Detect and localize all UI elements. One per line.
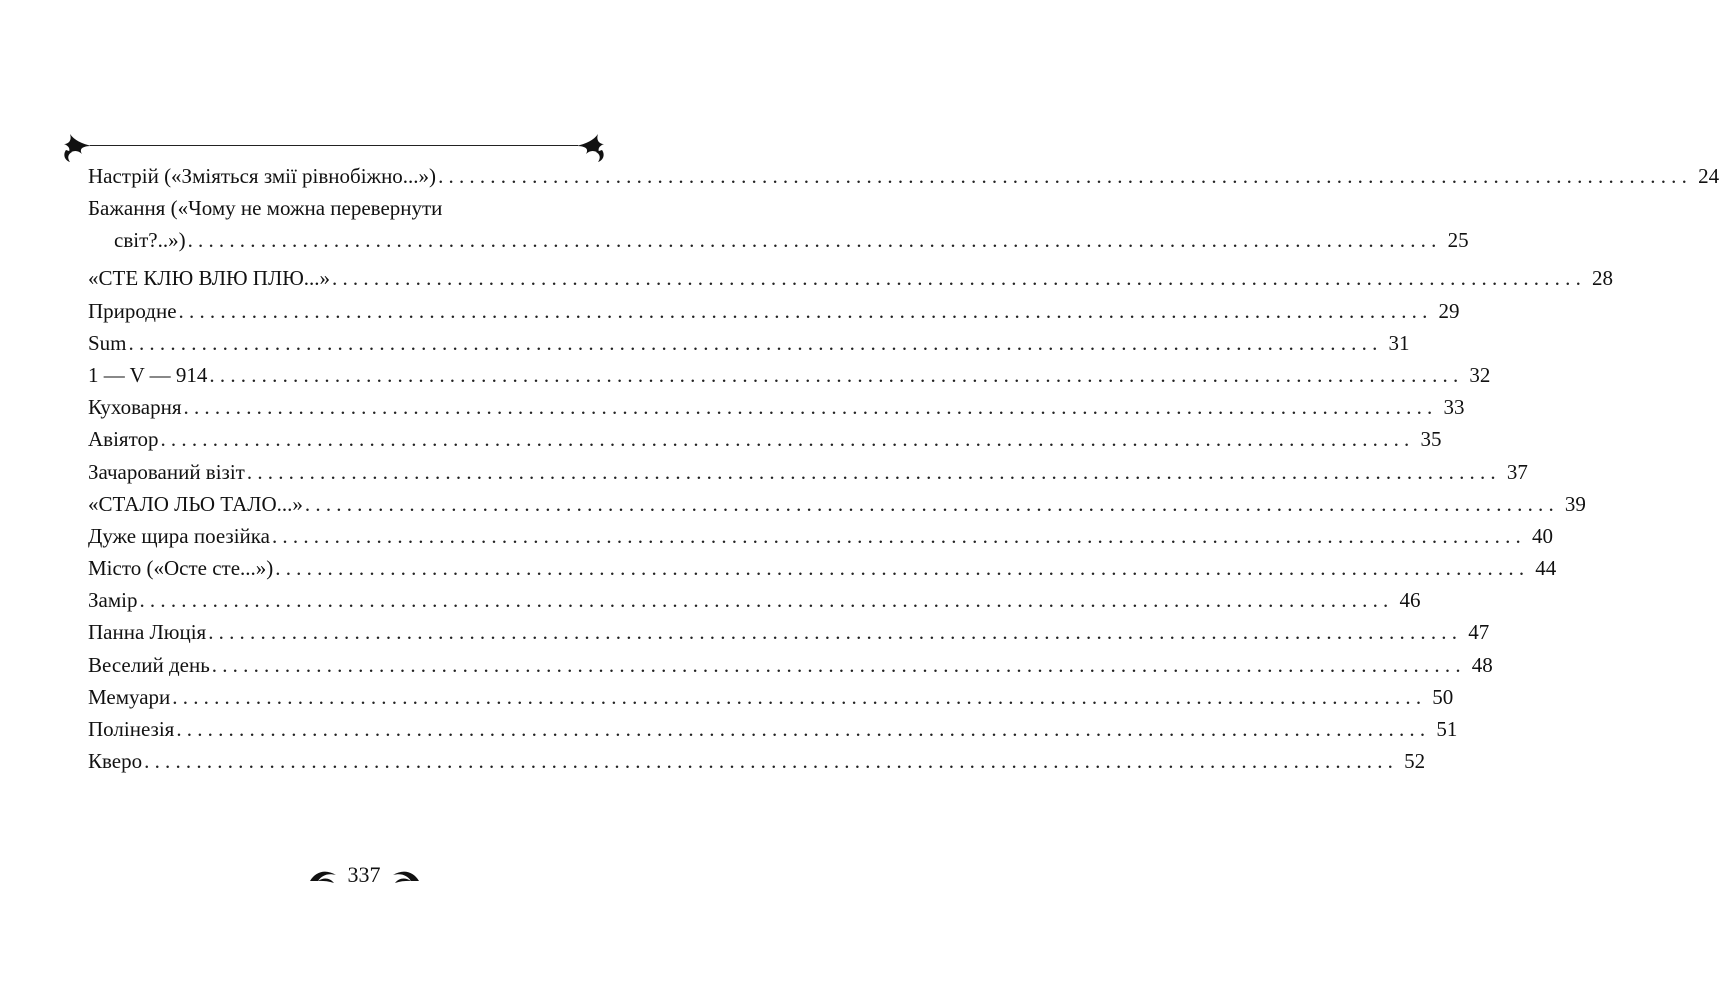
- toc-entry: [88, 427, 1442, 461]
- table-of-contents: [88, 164, 1719, 783]
- toc-entry-title: Кверо: [88, 749, 143, 774]
- dot-leader: ........................................................................................................................: [183, 395, 1438, 420]
- swirl-icon: [308, 865, 338, 885]
- toc-entry-title: Панна Люція: [88, 620, 207, 645]
- toc-entry-title: Куховарня: [88, 395, 182, 420]
- dot-leader: ........................................................................................................................: [160, 427, 1415, 452]
- toc-entry-page: 51: [1436, 717, 1458, 741]
- toc-entry: [88, 196, 1469, 268]
- toc-entry-title: Зачарований візіт: [88, 459, 245, 484]
- toc-entry-page: 39: [1564, 491, 1586, 516]
- toc-entry-page: 48: [1471, 652, 1493, 677]
- dot-leader: ........................................................................................................................: [271, 523, 1526, 548]
- toc-entry: [88, 717, 1458, 751]
- toc-entry-title: Місто («Осте сте...»): [88, 556, 274, 581]
- flourish-icon: [574, 132, 608, 166]
- toc-entry-title: Веселий день: [88, 652, 210, 677]
- toc-entry: [88, 620, 1490, 654]
- toc-entry-page: 25: [1447, 228, 1469, 253]
- toc-entry: [88, 684, 1454, 719]
- toc-entry-page: 44: [1535, 556, 1557, 581]
- toc-entry-title: 1 — V — 914: [88, 362, 208, 387]
- swirl-icon: [391, 865, 421, 885]
- toc-entry: [88, 588, 1421, 622]
- horizontal-rule: [90, 145, 578, 146]
- toc-entry: [88, 266, 1614, 300]
- toc-entry-page: 28: [1592, 266, 1614, 291]
- toc-entry-title: Природне: [88, 298, 177, 323]
- toc-entry-page: 52: [1404, 749, 1426, 774]
- toc-entry-title: Замір: [88, 588, 138, 613]
- toc-entry: [88, 362, 1491, 397]
- toc-entry: [88, 749, 1426, 783]
- toc-entry: [88, 330, 1410, 365]
- dot-leader: ........................................................................................................................: [332, 266, 1587, 291]
- toc-entry: [88, 298, 1460, 333]
- toc-entry-page: 50: [1432, 684, 1454, 709]
- toc-entry-page: 40: [1531, 523, 1553, 548]
- dot-leader: ........................................................................................................................: [209, 362, 1464, 387]
- toc-entry-title: Полінезія: [88, 717, 175, 741]
- toc-entry-page: 35: [1420, 427, 1442, 452]
- toc-entry: [88, 491, 1586, 526]
- toc-entry: [88, 164, 1719, 198]
- dot-leader: ........................................................................................................................: [438, 164, 1693, 188]
- dot-leader: ........................................................................................................................: [139, 588, 1394, 613]
- dot-leader: ........................................................................................................................: [187, 228, 1442, 253]
- toc-entry-page: 31: [1388, 330, 1410, 355]
- dot-leader: ........................................................................................................................: [275, 556, 1530, 581]
- toc-entry: [88, 459, 1528, 494]
- toc-entry-page: 32: [1469, 362, 1491, 387]
- toc-entry-page: 33: [1443, 395, 1465, 420]
- dot-leader: ........................................................................................................................: [176, 717, 1431, 741]
- dot-leader: ........................................................................................................................: [172, 684, 1427, 709]
- dot-leader: ........................................................................................................................: [128, 330, 1383, 355]
- toc-entry-title: Дуже щира поезійка: [88, 523, 270, 548]
- toc-entry-title: Авіятор: [88, 427, 159, 452]
- toc-entry-title: Sum: [88, 330, 127, 355]
- toc-entry-page: 46: [1399, 588, 1421, 613]
- toc-entry-title: Мемуари: [88, 684, 171, 709]
- dot-leader: ........................................................................................................................: [208, 620, 1463, 645]
- toc-entry-page: 24: [1698, 164, 1719, 188]
- dot-leader: ........................................................................................................................: [304, 491, 1559, 516]
- dot-leader: ........................................................................................................................: [211, 652, 1466, 677]
- toc-entry: [88, 652, 1493, 687]
- toc-entry-title: Бажання («Чому не можна перевернути: [88, 196, 443, 221]
- toc-entry: [88, 523, 1553, 558]
- toc-entry-page: 29: [1438, 298, 1460, 323]
- toc-entry-page: 47: [1468, 620, 1490, 645]
- toc-entry-title: «СТАЛО ЛЬО ТАЛО...»: [88, 491, 303, 516]
- toc-entry: [88, 556, 1557, 590]
- toc-entry-title: Настрій («Зміяться змії рівнобіжно...»): [88, 164, 437, 188]
- dot-leader: ........................................................................................................................: [178, 298, 1433, 323]
- toc-entry-title-continued: світ?..»): [114, 228, 186, 253]
- page-number: 337: [347, 862, 381, 887]
- toc-entry-page: 37: [1506, 459, 1528, 484]
- flourish-icon: [60, 132, 94, 166]
- dot-leader: ........................................................................................................................: [246, 459, 1501, 484]
- page-footer: [0, 862, 728, 896]
- dot-leader: ........................................................................................................................: [144, 749, 1399, 774]
- toc-entry: [88, 395, 1465, 429]
- toc-entry-title: «СТЕ КЛЮ ВЛЮ ПЛЮ...»: [88, 266, 331, 291]
